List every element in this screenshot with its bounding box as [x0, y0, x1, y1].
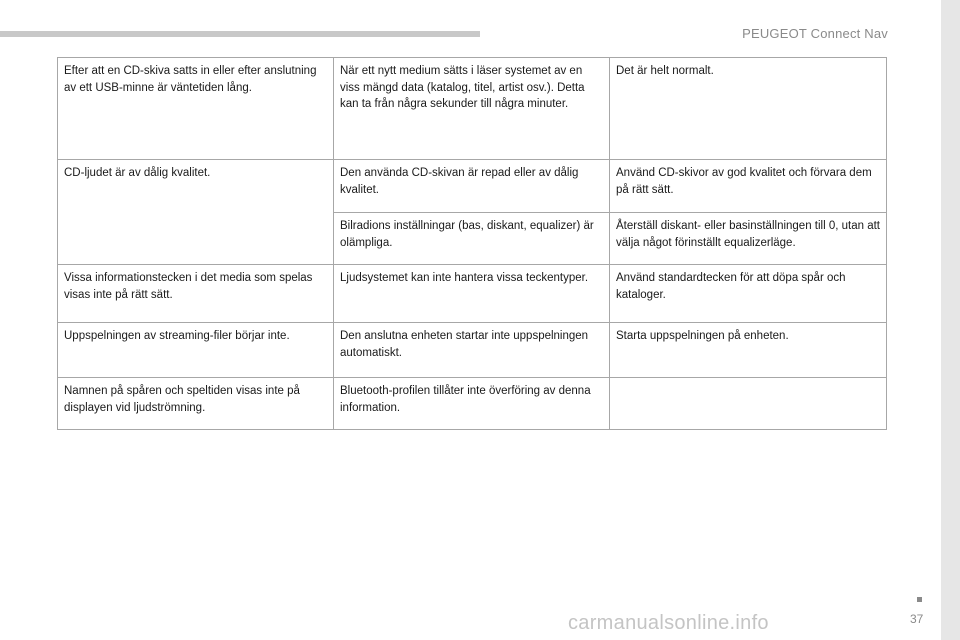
solution-cell: Starta uppspelningen på enheten.: [610, 323, 887, 378]
page-header-title: PEUGEOT Connect Nav: [742, 26, 888, 41]
table-row: [58, 160, 887, 213]
table-row: [58, 323, 887, 378]
cause-cell: Bluetooth-profilen tillåter inte överföring av denna information.: [334, 378, 610, 430]
question-cell: Uppspelningen av streaming-filer börjar inte.: [58, 323, 334, 378]
solution-cell: Det är helt normalt.: [610, 58, 887, 160]
watermark: carmanualsonline.info: [568, 612, 769, 634]
page-edge-strip: [941, 0, 960, 640]
page-marker: [917, 597, 922, 602]
solution-cell: Använd CD-skivor av god kvalitet och förvara dem på rätt sätt.: [610, 160, 887, 213]
question-cell: Namnen på spåren och speltiden visas inte på displayen vid ljudströmning.: [58, 378, 334, 430]
cause-cell: När ett nytt medium sätts i läser systemet av en viss mängd data (katalog, titel, artist osv.). Detta kan ta från några sekunder till några minuter.: [334, 58, 610, 160]
header-rule: [0, 31, 480, 37]
solution-cell: Återställ diskant- eller basinställningen till 0, utan att välja något förinställt equalizerläge.: [610, 213, 887, 265]
question-cell: CD-ljudet är av dålig kvalitet.: [58, 160, 334, 265]
table-row: [58, 58, 887, 160]
cause-cell: Bilradions inställningar (bas, diskant, equalizer) är olämpliga.: [334, 213, 610, 265]
page-number: 37: [910, 612, 924, 626]
question-cell: Vissa informationstecken i det media som spelas visas inte på rätt sätt.: [58, 265, 334, 323]
table-row: [58, 378, 887, 430]
cause-cell: Den anslutna enheten startar inte uppspelningen automatiskt.: [334, 323, 610, 378]
table-row: [58, 265, 887, 323]
cause-cell: Den använda CD-skivan är repad eller av dålig kvalitet.: [334, 160, 610, 213]
troubleshooting-table: [57, 57, 887, 430]
question-cell: Efter att en CD-skiva satts in eller efter anslutning av ett USB-minne är väntetiden lång.: [58, 58, 334, 160]
cause-cell: Ljudsystemet kan inte hantera vissa teckentyper.: [334, 265, 610, 323]
solution-cell: [610, 378, 887, 430]
solution-cell: Använd standardtecken för att döpa spår och kataloger.: [610, 265, 887, 323]
